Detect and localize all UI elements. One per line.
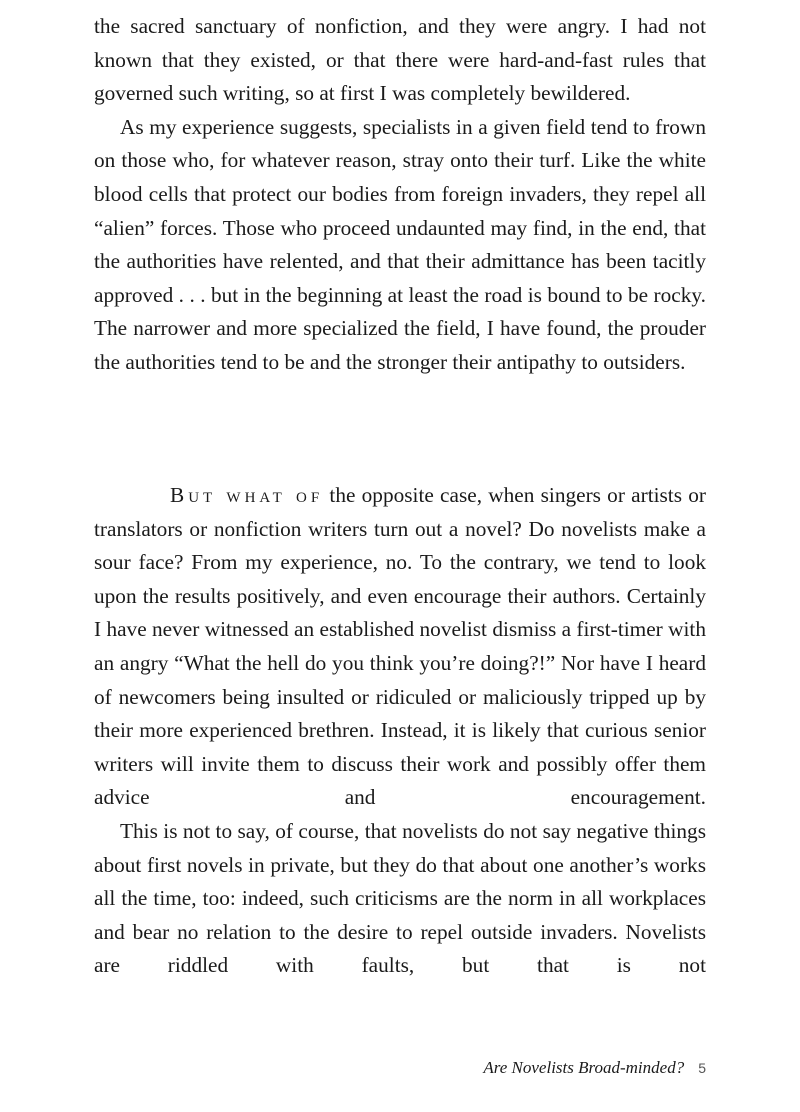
section-lead-in: But what of xyxy=(170,483,324,507)
paragraph-negative-things: This is not to say, of course, that novelists do not say negative things about first novels in private, but they do that about one another’s works all the time, too: indeed, such criticisms are the norm in all workplaces and bear no relation to the desire to repel outside invaders. Novelists are riddled with faults, but that is not xyxy=(94,818,706,978)
running-title: Are Novelists Broad-minded? xyxy=(483,1058,685,1077)
page-number: 5 xyxy=(698,1060,706,1076)
paragraph-section-opening xyxy=(94,479,706,815)
page-footer xyxy=(483,1058,706,1078)
upper-text-block xyxy=(94,10,706,380)
lower-text-block xyxy=(94,479,706,983)
section-opening-text: the opposite case, when singers or artists or translators or nonfiction writers turn out a novel? Do novelists make a sour face? From my experience, no. To the contrary, we tend to look upon the results positively, and even encourage their authors. Certainly I have never witnessed an established novelist dismiss a first-timer with an angry “What the hell do you think you’re doing?!” Nor have I heard of newcomers being insulted or ridiculed or maliciously tripped up by their more experienced brethren. Instead, it is likely that curious senior writers will invite them to discuss their work and possibly offer them advice and encouragement. xyxy=(94,483,706,810)
paragraph-continued: the sacred sanctuary of nonfiction, and they were angry. I had not known that they existed, or that there were hard-and-fast rules that governed such writing, so at first I was completely bewildered. xyxy=(94,14,706,106)
paragraph-specialists: As my experience suggests, specialists in a given field tend to frown on those who, for whatever reason, stray onto their turf. Like the white blood cells that protect our bodies from foreign invaders, they repel all “alien” forces. Those who proceed undaunted may find, in the end, that the authorities have relented, and that their admittance has been tacitly approved . . . but in the beginning at least the road is bound to be rocky. The narrower and more specialized the field, I have found, the prouder the authorities tend to be and the stronger their antipathy to outsiders. xyxy=(94,114,706,374)
